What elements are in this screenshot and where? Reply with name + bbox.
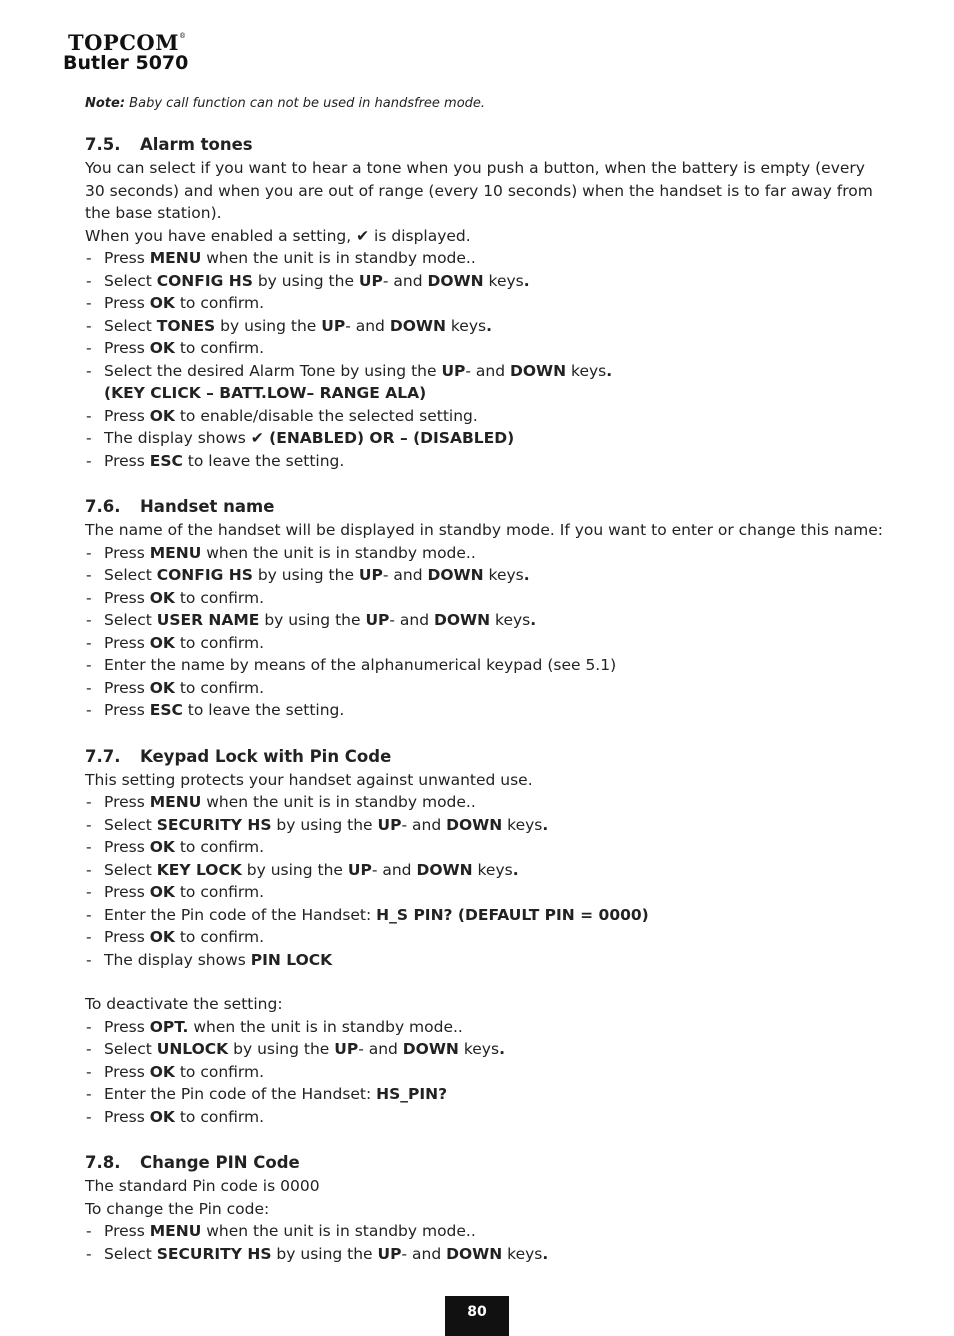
page-number: 80	[445, 1296, 509, 1336]
list-item: - Press OK to confirm.	[86, 1062, 265, 1081]
list-item: - Press OPT. when the unit is in standby mode..	[86, 1017, 463, 1036]
list-item: - Enter the name by means of the alphanumerical keypad (see 5.1)	[86, 656, 617, 674]
list-item: - The display shows ✔ (ENABLED) OR – (DISABLED)	[86, 429, 515, 447]
section-heading	[85, 133, 885, 157]
list-item: - Press ESC to leave the setting.	[86, 451, 345, 470]
section-heading	[85, 495, 885, 519]
list-item: - Select CONFIG HS by using the UP- and DOWN keys.	[86, 271, 530, 290]
list-item: - Select CONFIG HS by using the UP- and DOWN keys.	[86, 566, 530, 584]
list-item: - Enter the Pin code of the Handset: HS_PIN?	[86, 1085, 448, 1103]
list-item: - Press OK to confirm.	[86, 883, 265, 901]
section-intro: You can select if you want to hear a tone when you push a button, when the battery is empty (every 30 seconds) and when you are out of range (every 10 seconds) when the handset is to far away from the base station).	[85, 159, 873, 222]
section-title: Handset name	[140, 497, 275, 516]
list-item: - The display shows PIN LOCK	[86, 950, 333, 969]
list-item: - Press OK to confirm.	[86, 588, 265, 607]
list-item: - Press MENU when the unit is in standby mode..	[86, 249, 476, 267]
manual-content	[85, 95, 885, 1288]
section-intro: This setting protects your handset against unwanted use.	[85, 770, 533, 789]
list-item: - Select USER NAME by using the UP- and DOWN keys.	[86, 611, 537, 629]
section-alarm-tones	[85, 133, 885, 472]
list-item: - Press OK to confirm.	[86, 838, 265, 856]
list-item: - Press OK to confirm.	[86, 294, 265, 312]
list-item: - Select KEY LOCK by using the UP- and DOWN keys.	[86, 860, 519, 879]
product-name: Butler 5070	[63, 52, 189, 74]
note-label: Note:	[85, 96, 126, 111]
list-item: - Press MENU when the unit is in standby mode..	[86, 793, 476, 811]
section-change-pin	[85, 1151, 885, 1265]
section-intro: To change the Pin code:	[85, 1199, 270, 1218]
list-item: - Press OK to confirm.	[86, 633, 265, 652]
list-item: - Select TONES by using the UP- and DOWN keys.	[86, 316, 492, 335]
note-text: Baby call function can not be used in handsfree mode.	[125, 96, 486, 111]
section-number: 7.5.	[85, 135, 121, 154]
enabled-text: When you have enabled a setting, ✔ is displayed.	[85, 226, 471, 245]
list-item: - Select SECURITY HS by using the UP- and DOWN keys.	[86, 815, 549, 834]
section-heading	[85, 1151, 885, 1175]
list-item: - Enter the Pin code of the Handset: H_S PIN? (DEFAULT PIN = 0000)	[86, 905, 649, 924]
deactivate-text: To deactivate the setting:	[85, 995, 283, 1013]
section-keypad-lock	[85, 745, 885, 1129]
list-item: - Press OK to confirm.	[86, 339, 265, 357]
registered-mark: ®	[178, 32, 187, 40]
section-title: Keypad Lock with Pin Code	[140, 746, 392, 766]
list-item: - Select the desired Alarm Tone by using the UP- and DOWN keys. (KEY CLICK – BATT.LOW– RANGE ALA)	[86, 361, 613, 402]
section-handset-name	[85, 495, 885, 722]
section-intro: The standard Pin code is 0000	[85, 1177, 320, 1195]
checkmark-icon: ✔	[356, 226, 370, 245]
section-title: Alarm tones	[140, 135, 253, 154]
section-number: 7.7.	[85, 746, 121, 766]
spacer	[85, 971, 885, 993]
brand-name: TOPCOM	[68, 30, 179, 55]
list-item: - Select UNLOCK by using the UP- and DOWN keys.	[86, 1040, 505, 1058]
list-item: - Select SECURITY HS by using the UP- and DOWN keys.	[86, 1244, 549, 1263]
list-item: - Press OK to confirm.	[86, 1107, 265, 1126]
list-item: - Press OK to confirm.	[86, 928, 265, 946]
note	[85, 95, 885, 113]
list-item: - Press OK to confirm.	[86, 678, 265, 697]
list-item: - Press MENU when the unit is in standby mode..	[86, 543, 476, 562]
section-title: Change PIN Code	[140, 1153, 300, 1172]
section-heading	[85, 745, 885, 769]
list-item: - Press OK to enable/disable the selected setting.	[86, 406, 478, 425]
tone-options: (KEY CLICK – BATT.LOW– RANGE ALA)	[104, 384, 427, 402]
section-intro: The name of the handset will be displayed in standby mode. If you want to enter or change this name:	[85, 521, 884, 539]
list-item: - Press ESC to leave the setting.	[86, 701, 345, 719]
list-item: - Press MENU when the unit is in standby mode..	[86, 1222, 476, 1240]
section-number: 7.6.	[85, 497, 121, 516]
section-number: 7.8.	[85, 1153, 121, 1172]
